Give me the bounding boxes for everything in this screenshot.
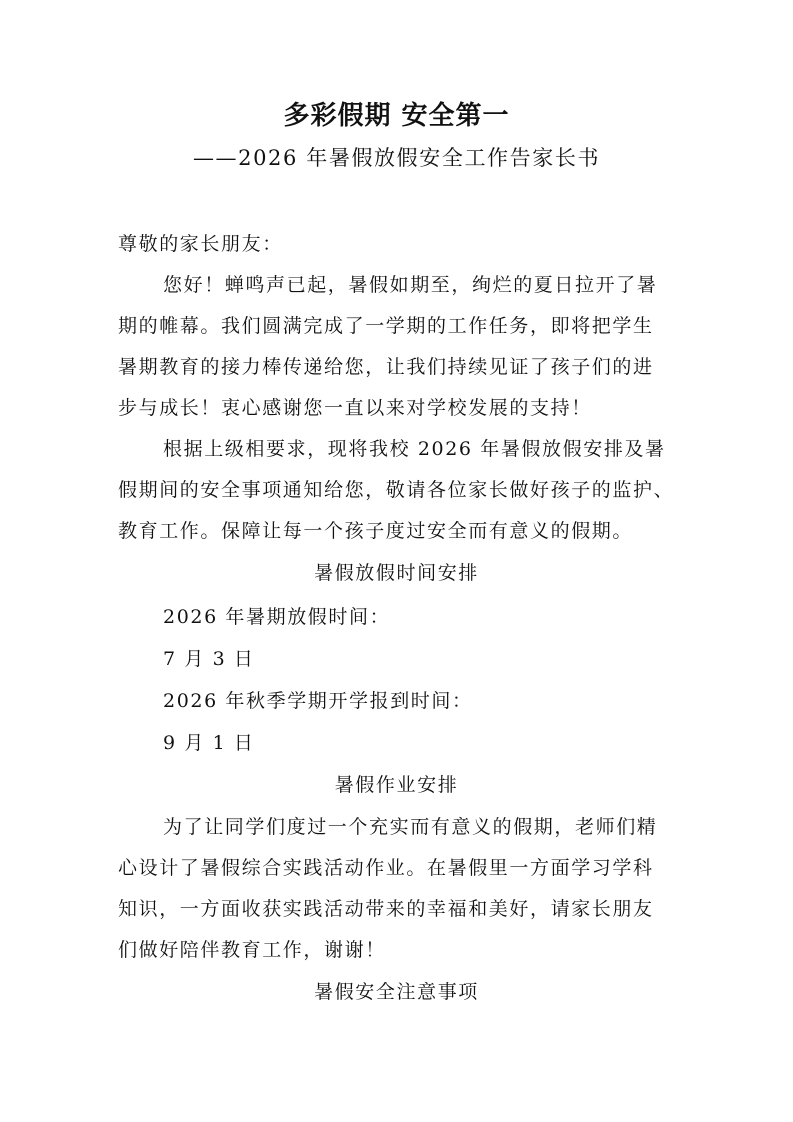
paragraph-2-line-3: 教育工作。保障让每一个孩子度过安全而有意义的假期。	[118, 520, 634, 542]
section-heading-homework: 暑假作业安排	[334, 774, 459, 796]
document-title: 多彩假期 安全第一	[283, 101, 510, 131]
schedule-line-1: 2026 年暑期放假时间：	[163, 606, 391, 628]
homework-line-2: 心设计了暑假综合实践活动作业。在暑假里一方面学习学科	[118, 857, 654, 879]
document-subtitle: ——2026 年暑假放假安全工作告家长书	[192, 146, 601, 170]
paragraph-1-line-1: 您好！蝉鸣声已起，暑假如期至，绚烂的夏日拉开了暑	[163, 274, 658, 296]
schedule-line-3: 2026 年秋季学期开学报到时间：	[163, 690, 473, 712]
section-heading-schedule: 暑假放假时间安排	[314, 562, 479, 584]
section-heading-safety: 暑假安全注意事项	[314, 981, 479, 1003]
paragraph-1-line-2: 期的帷幕。我们圆满完成了一学期的工作任务，即将把学生	[118, 315, 654, 337]
homework-line-3: 知识，一方面收获实践活动带来的幸福和美好，请家长朋友	[118, 898, 654, 920]
schedule-line-2: 7 月 3 日	[163, 648, 255, 670]
homework-line-4: 们做好陪伴教育工作，谢谢！	[118, 939, 386, 961]
paragraph-1-line-3: 暑期教育的接力棒传递给您，让我们持续见证了孩子们的进	[118, 356, 654, 378]
homework-line-1: 为了让同学们度过一个充实而有意义的假期，老师们精	[163, 816, 658, 838]
paragraph-2-line-2: 假期间的安全事项通知给您，敬请各位家长做好孩子的监护、	[118, 479, 675, 501]
salutation: 尊敬的家长朋友：	[118, 233, 283, 255]
paragraph-1-line-4: 步与成长！衷心感谢您一直以来对学校发展的支持！	[118, 397, 592, 419]
paragraph-2-line-1: 根据上级相要求，现将我校 2026 年暑假放假安排及暑	[163, 438, 666, 460]
schedule-line-4: 9 月 1 日	[163, 732, 255, 754]
